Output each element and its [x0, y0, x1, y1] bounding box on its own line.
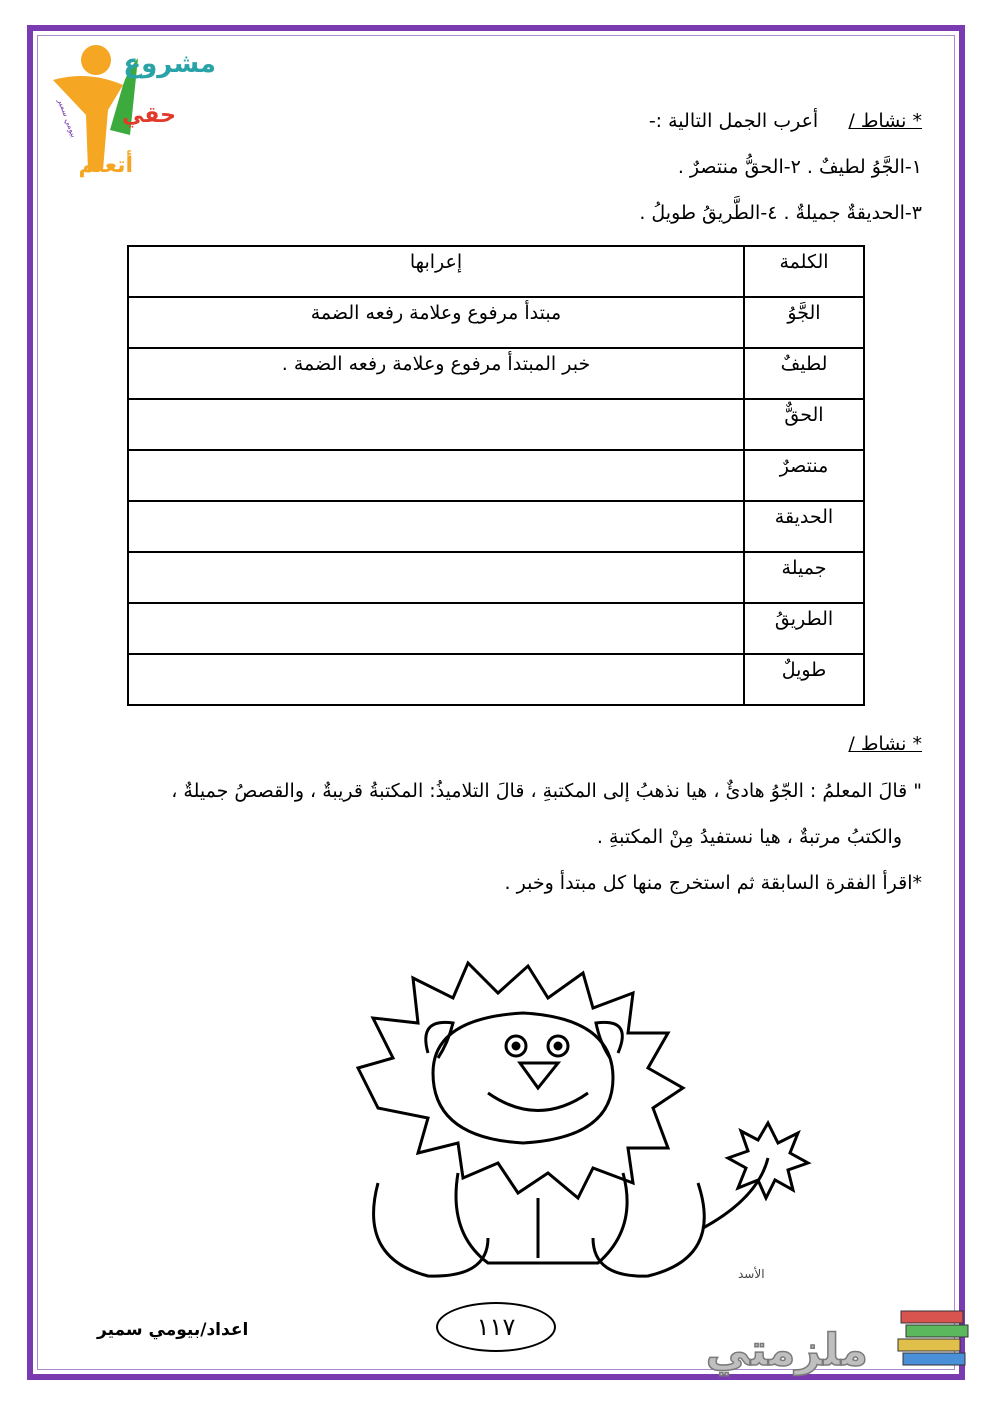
- logo-text-3: أتعلم: [78, 153, 133, 178]
- logo-head: [81, 45, 111, 75]
- table-row: [128, 501, 864, 552]
- lion-body: [456, 1173, 627, 1263]
- activity1-instruction: أعرب الجمل التالية :-: [648, 110, 819, 132]
- header-parse: إعرابها: [128, 246, 744, 297]
- activity2-title: * نشاط /: [848, 733, 922, 755]
- logo-side-text: بيومي سمير: [56, 97, 79, 139]
- row-parse[interactable]: مبتدأ مرفوع وعلامة رفعه الضمة: [128, 297, 744, 348]
- row-parse[interactable]: [128, 450, 744, 501]
- lion-leg-right: [593, 1183, 704, 1276]
- row-word: الطريقُ: [744, 603, 864, 654]
- row-parse[interactable]: [128, 603, 744, 654]
- books-icon: [898, 1311, 968, 1365]
- activity2-paragraph-line1: " قالَ المعلمُ : الجّوُ هادئٌ ، هيا نذهبُ إلى المكتبةِ ، قالَ التلاميذُ: المكتبةُ قريبةٌ ، والقصصُ جميلةٌ ،: [171, 780, 922, 802]
- table-row: [128, 399, 864, 450]
- page-number: ١١٧: [436, 1302, 556, 1352]
- watermark-text: ملزمتي: [705, 1325, 868, 1376]
- lion-ear-left: [426, 1022, 453, 1058]
- table-row: [128, 450, 864, 501]
- activity1-title: * نشاط /: [848, 110, 922, 132]
- row-parse[interactable]: [128, 552, 744, 603]
- activity1-header: [649, 110, 922, 132]
- row-word: منتصرٌ: [744, 450, 864, 501]
- logo-text-2: حقي: [122, 103, 176, 128]
- author-credit: اعداد/بيومي سمير: [97, 1320, 249, 1340]
- lion-mane: [358, 963, 683, 1198]
- row-parse[interactable]: [128, 654, 744, 705]
- row-word: لطيفٌ: [744, 348, 864, 399]
- row-word: الحقٌّ: [744, 399, 864, 450]
- activity1-sentences-line2: ٣-الحديقةٌ جميلةٌ . ٤-الطَّريقُ طويلُ .: [639, 202, 922, 224]
- header-word: الكلمة: [744, 246, 864, 297]
- logo-text-1: مشروع: [123, 49, 216, 79]
- table-row: [128, 552, 864, 603]
- lion-pupil-right: [555, 1043, 561, 1049]
- lion-nose: [520, 1063, 558, 1088]
- activity1-sentences-line1: ١-الجَّوُ لطيفٌ . ٢-الحقُّ منتصرٌ .: [677, 156, 922, 178]
- table-header-row: [128, 246, 864, 297]
- row-parse[interactable]: [128, 399, 744, 450]
- lion-coloring-image: [338, 958, 814, 1288]
- lion-mouth: [488, 1093, 588, 1111]
- row-parse[interactable]: [128, 501, 744, 552]
- activity2-paragraph-line2: والكتبُ مرتبةٌ ، هيا نستفيدُ مِنْ المكتبةِ .: [596, 826, 902, 848]
- lion-leg-left: [374, 1183, 488, 1276]
- table-row: [128, 348, 864, 399]
- lion-pupil-left: [513, 1043, 519, 1049]
- lion-tail: [703, 1158, 768, 1228]
- row-word: جميلة: [744, 552, 864, 603]
- row-word: طويلٌ: [744, 654, 864, 705]
- table-row: [128, 654, 864, 705]
- parsing-table: [127, 245, 865, 706]
- row-word: الجَّوُ: [744, 297, 864, 348]
- activity2-question: *اقرأ الفقرة السابقة ثم استخرج منها كل مبتدأ وخبر .: [504, 872, 922, 894]
- project-logo: [48, 40, 228, 190]
- row-parse[interactable]: خبر المبتدأ مرفوع وعلامة رفعه الضمة .: [128, 348, 744, 399]
- image-caption: الأسد: [738, 1267, 765, 1281]
- table-row: [128, 603, 864, 654]
- table-row: [128, 297, 864, 348]
- row-word: الحديقة: [744, 501, 864, 552]
- lion-face: [433, 1013, 613, 1143]
- watermark-logo: [668, 1295, 973, 1390]
